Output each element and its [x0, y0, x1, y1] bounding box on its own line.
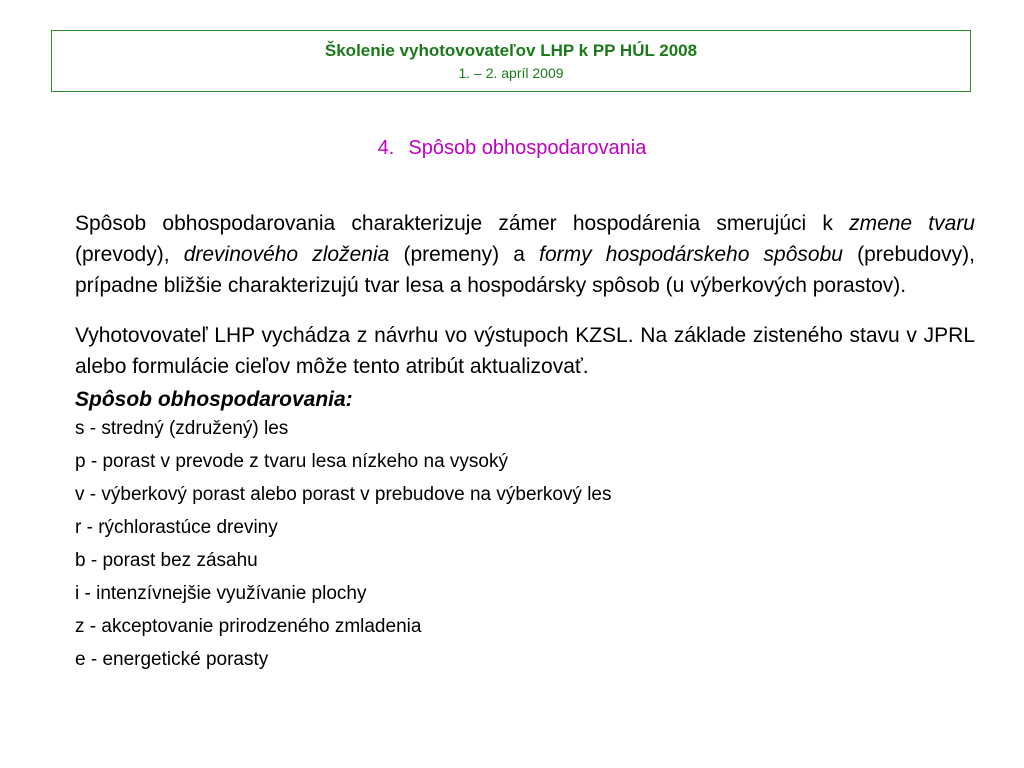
paragraph-description — [75, 208, 975, 301]
section-title — [0, 137, 1024, 160]
paragraph-text: (prevody), — [75, 243, 184, 266]
paragraph-text: (premeny) a — [389, 243, 540, 266]
list-item: i - intenzívnejšie využívanie plochy — [75, 583, 367, 604]
paragraph-text: (prebudovy), prípadne bližšie charakterizujú tvar lesa a hospodársky spôsob (u výberkových porastov). — [75, 243, 975, 297]
header-title: Školenie vyhotovovateľov LHP k PP HÚL 2008 — [324, 41, 698, 60]
paragraph-source: Vyhotovovateľ LHP vychádza z návrhu vo výstupoch KZSL. Na základe zisteného stavu v JPRL alebo formulácie cieľov môže tento atribút aktualizovať. — [75, 324, 975, 378]
list-item: b - porast bez zásahu — [75, 550, 258, 571]
paragraph-text: Spôsob obhospodarovania charakterizuje zámer hospodárenia smerujúci k — [75, 212, 850, 235]
italic-term: zmene tvaru — [849, 212, 975, 235]
header-date: 1. – 2. apríl 2009 — [458, 65, 564, 81]
italic-term: drevinového zloženia — [183, 243, 390, 266]
section-title-text: Spôsob obhospodarovania — [408, 137, 647, 159]
section-number: 4. — [377, 137, 395, 159]
italic-term: formy hospodárskeho spôsobu — [539, 243, 843, 266]
slide-content — [75, 208, 975, 682]
list-heading: Spôsob obhospodarovania: — [75, 388, 353, 411]
list-item: e - energetické porasty — [75, 649, 269, 670]
list-item: v - výberkový porast alebo porast v prebudove na výberkový les — [75, 484, 612, 505]
list-item: s - stredný (združený) les — [75, 418, 289, 439]
list-item: p - porast v prevode z tvaru lesa nízkeho na vysoký — [75, 451, 508, 472]
list-item: z - akceptovanie prirodzeného zmladenia — [75, 616, 422, 637]
slide-header-box — [51, 30, 971, 92]
management-method-list — [75, 418, 975, 682]
list-item: r - rýchlorastúce dreviny — [75, 517, 278, 538]
